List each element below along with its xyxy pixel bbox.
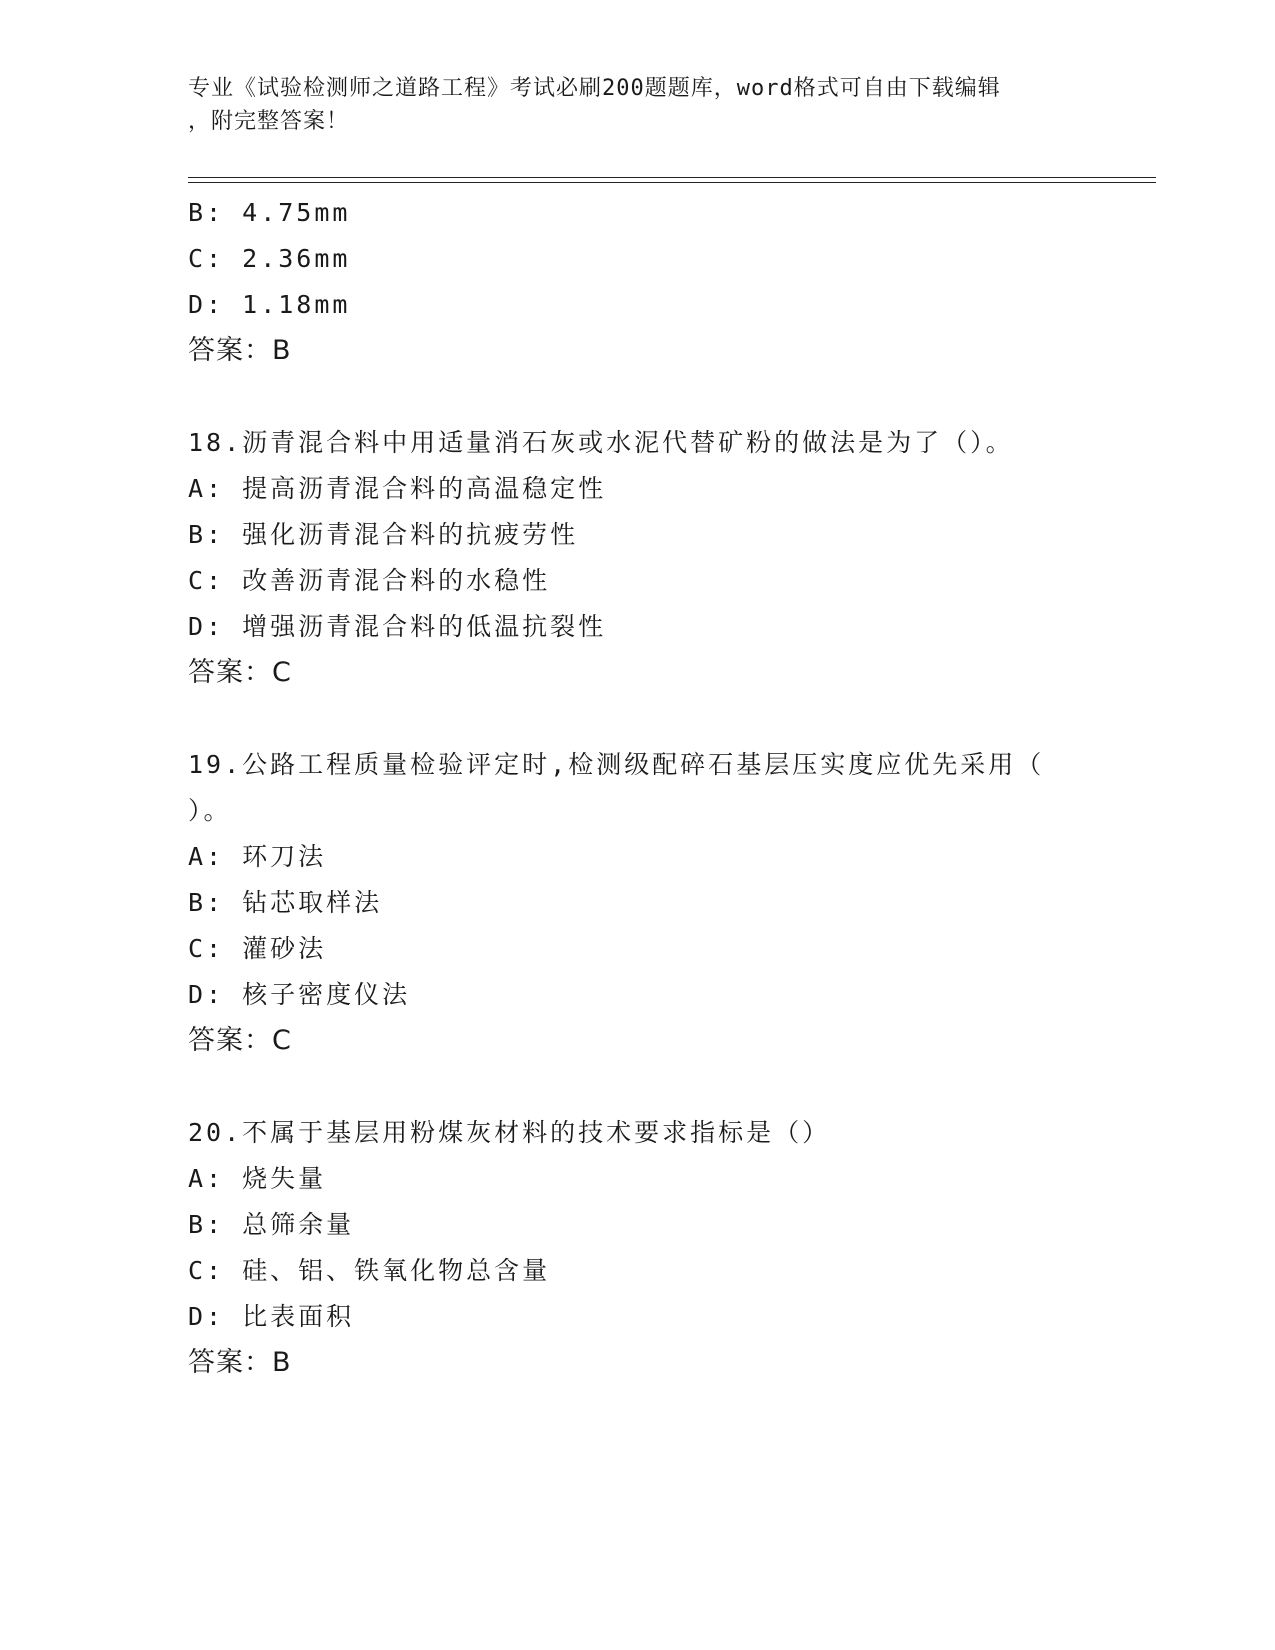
option-a: A: 提高沥青混合料的高温稳定性 (188, 474, 607, 503)
option-b: B: 钻芯取样法 (188, 888, 383, 917)
option-c: C: 硅、铝、铁氧化物总含量 (188, 1256, 551, 1285)
option-b: B: 4.75mm (188, 198, 351, 227)
option-b: B: 强化沥青混合料的抗疲劳性 (188, 520, 579, 549)
question-stem: 19.公路工程质量检验评定时,检测级配碎石基层压实度应优先采用（ ）。 (188, 750, 1045, 825)
question-stem: 20.不属于基层用粉煤灰材料的技术要求指标是（） (188, 1118, 831, 1147)
header-divider-bottom (188, 182, 1156, 183)
option-d: D: 1.18mm (188, 290, 351, 319)
option-d: D: 增强沥青混合料的低温抗裂性 (188, 612, 607, 641)
option-d: D: 比表面积 (188, 1302, 355, 1331)
answer-line: 答案：C (188, 657, 292, 688)
answer-line: 答案：B (188, 1347, 292, 1378)
option-c: C: 灌砂法 (188, 934, 327, 963)
option-a: A: 烧失量 (188, 1164, 327, 1193)
answer-line: 答案：B (188, 335, 292, 366)
header-divider-top (188, 177, 1156, 178)
option-c: C: 改善沥青混合料的水稳性 (188, 566, 551, 595)
option-a: A: 环刀法 (188, 842, 327, 871)
question-20 (188, 1110, 1148, 1386)
option-c: C: 2.36mm (188, 244, 351, 273)
prev-question-tail (188, 190, 1148, 374)
question-18 (188, 420, 1148, 696)
answer-line: 答案：C (188, 1025, 292, 1056)
question-content (188, 190, 1148, 1386)
option-d: D: 核子密度仪法 (188, 980, 411, 1009)
question-stem: 18.沥青混合料中用适量消石灰或水泥代替矿粉的做法是为了（）。 (188, 428, 1014, 457)
document-header: 专业《试验检测师之道路工程》考试必刷200题题库，word格式可自由下载编辑 ，附完整答案！ (188, 76, 1001, 134)
option-b: B: 总筛余量 (188, 1210, 355, 1239)
question-19 (188, 742, 1148, 1064)
